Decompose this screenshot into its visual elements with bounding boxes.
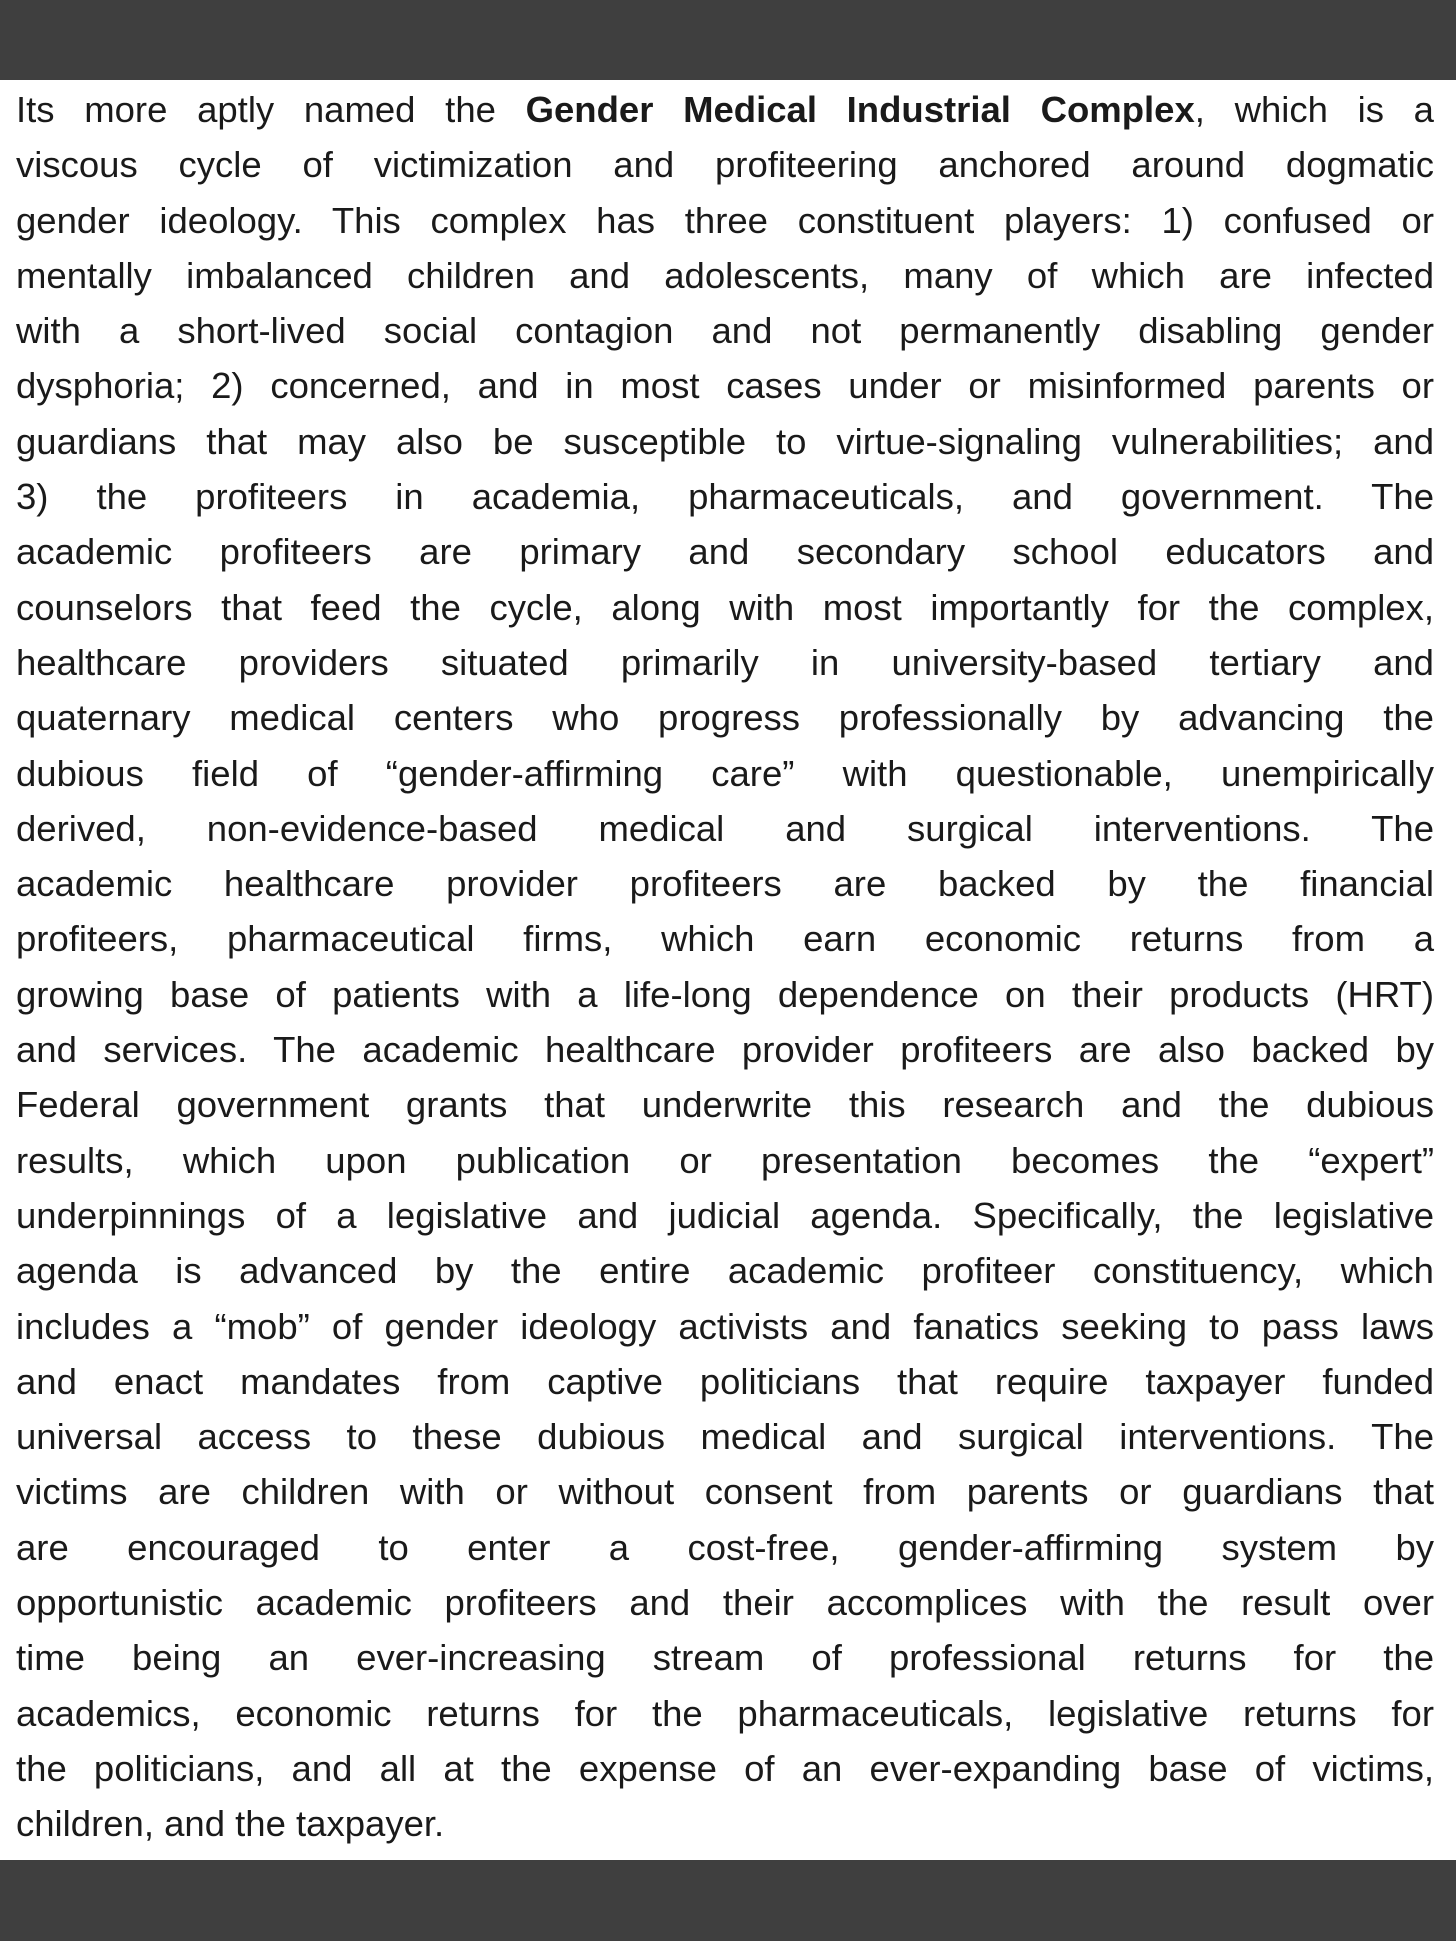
top-dark-bar — [0, 0, 1456, 80]
text-line: guardians that may also be susceptible to virtue-signaling vulnerabilities; and — [16, 420, 1434, 462]
text-line: with a short-lived social contagion and not permanently disabling gender — [16, 310, 1434, 352]
text-line: victims are children with or without consent from parents or guardians that — [16, 1471, 1434, 1513]
text-line: quaternary medical centers who progress professionally by advancing the — [16, 697, 1434, 739]
text-line: academics, economic returns for the pharmaceuticals, legislative returns for — [16, 1692, 1434, 1734]
text-line: time being an ever-increasing stream of professional returns for the — [16, 1637, 1434, 1679]
bottom-dark-bar — [0, 1860, 1456, 1941]
text-line: the politicians, and all at the expense of an ever-expanding base of victims, — [16, 1747, 1434, 1789]
text-line: results, which upon publication or presentation becomes the “expert” — [16, 1139, 1434, 1181]
text-line: profiteers, pharmaceutical firms, which earn economic returns from a — [16, 918, 1434, 960]
text-line: growing base of patients with a life-long dependence on their products (HRT) — [16, 973, 1434, 1015]
text-line: derived, non-evidence-based medical and surgical interventions. The — [16, 807, 1434, 849]
text-before-bold: Its more aptly named the — [16, 89, 526, 130]
text-line: agenda is advanced by the entire academic profiteer constituency, which — [16, 1250, 1434, 1292]
text-line: underpinnings of a legislative and judicial agenda. Specifically, the legislative — [16, 1194, 1434, 1236]
text-line: dubious field of “gender-affirming care” with questionable, unempirically — [16, 752, 1434, 794]
text-line: mentally imbalanced children and adolescents, many of which are infected — [16, 254, 1434, 296]
text-line-last: children, and the taxpayer. — [16, 1803, 445, 1845]
text-line: counselors that feed the cycle, along with most importantly for the complex, — [16, 586, 1434, 628]
paragraph — [16, 82, 1434, 1852]
text-line: 3) the profiteers in academia, pharmaceuticals, and government. The — [16, 476, 1434, 518]
text-line: academic healthcare provider profiteers are backed by the financial — [16, 863, 1434, 905]
text-line: dysphoria; 2) concerned, and in most cases under or misinformed parents or — [16, 365, 1434, 407]
text-after-bold: , which is a — [1194, 89, 1434, 130]
text-line: universal access to these dubious medical and surgical interventions. The — [16, 1416, 1434, 1458]
text-line-1 — [16, 82, 1434, 137]
text-line: viscous cycle of victimization and profiteering anchored around dogmatic — [16, 144, 1434, 186]
text-line: and services. The academic healthcare provider profiteers are also backed by — [16, 1029, 1434, 1071]
text-line: Federal government grants that underwrite this research and the dubious — [16, 1084, 1434, 1126]
text-line: healthcare providers situated primarily in university-based tertiary and — [16, 641, 1434, 683]
text-line: and enact mandates from captive politicians that require taxpayer funded — [16, 1360, 1434, 1402]
document-page — [0, 80, 1456, 1860]
text-line: opportunistic academic profiteers and their accomplices with the result over — [16, 1582, 1434, 1624]
text-line: gender ideology. This complex has three constituent players: 1) confused or — [16, 199, 1434, 241]
text-line: academic profiteers are primary and secondary school educators and — [16, 531, 1434, 573]
text-line: are encouraged to enter a cost-free, gender-affirming system by — [16, 1526, 1434, 1568]
text-line: includes a “mob” of gender ideology activists and fanatics seeking to pass laws — [16, 1305, 1434, 1347]
bold-term: Gender Medical Industrial Complex — [525, 89, 1195, 130]
